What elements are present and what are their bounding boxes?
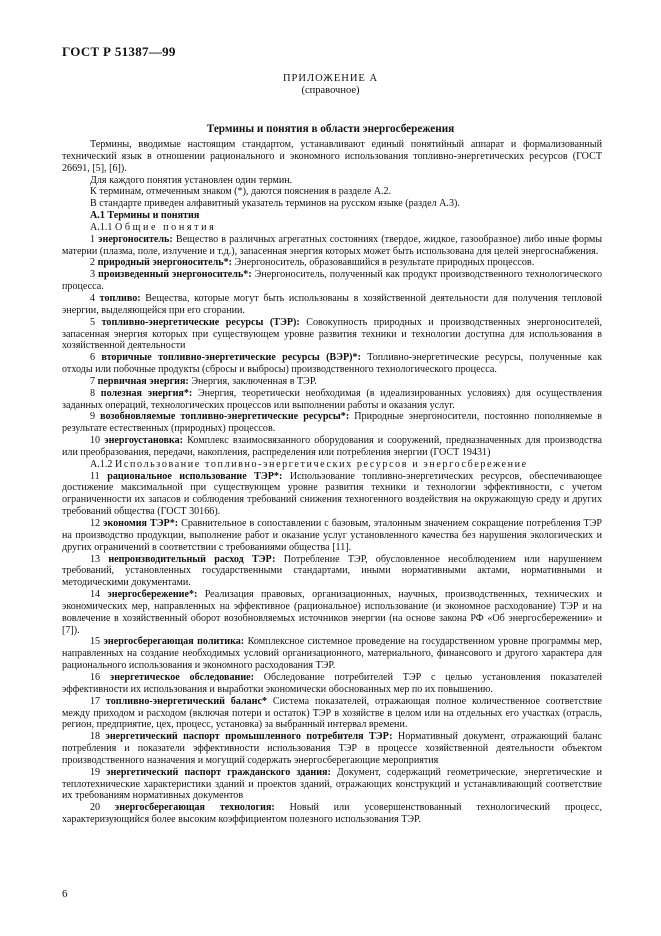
term-name: энергетический паспорт гражданского здания: [106,766,331,778]
term-name: произведенный энергоноситель*: [98,269,252,281]
term-entry [62,352,602,376]
term-definition: Документ, содержащий геометрические, энергетические и теплотехнические характеристики зданий и проектов зданий, отражающих конструкций и устанавливающий соответствие их требованиям нормативных документов [62,766,602,802]
term-number: 2 [90,257,96,269]
term-entry [62,293,602,317]
term-name: рациональное использование ТЭР*: [107,470,283,482]
appendix-title: ПРИЛОЖЕНИЕ А [282,73,379,84]
appendix-heading [0,73,661,97]
intro-paragraph: Термины, вводимые настоящим стандартом, устанавливают единый понятийный аппарат и формализованный технический язык в отношении рационального и экономного использования топливно-энергетических ресурсов (ГОСТ 26691, [5], [6]). [62,139,602,174]
term-name: энергоустановка: [104,435,183,447]
term-number: 13 [90,553,101,565]
term-definition: Новый или усовершенствованный технологический процесс, характеризующийся более высоким коэффициентом полезного использования ТЭР. [62,802,602,826]
subsection-a11-title: Общие понятия [114,221,217,233]
term-number: 19 [90,766,101,778]
term-entry [62,802,602,826]
term-number: 12 [90,518,101,529]
term-definition: Совокупность природных и производственных энергоносителей, запасенная энергия которых при существующем уровне развития техники и технологии доступна для использования в хозяйственной деятельности [62,316,603,352]
term-name: вторичные топливно-энергетические ресурсы (ВЭР)*: [101,352,361,364]
term-number: 6 [90,352,96,364]
term-name: природный энергоноситель*: [97,257,232,269]
term-number: 11 [90,470,100,482]
intro-paragraph: В стандарте приведен алфавитный указатель терминов на русском языке (раздел А.3). [90,198,460,210]
term-name: возобновляемые топливно-энергетические ресурсы*: [100,411,350,423]
term-number: 18 [90,731,101,743]
terms-usage-list [62,471,602,826]
term-definition: Топливно-энергетические ресурсы, полученные как отходы или побочные продукты (сбросы и выбросы) производственного технологического процесса. [62,352,602,376]
term-definition: Нормативный документ, отражающий баланс потребления и показатели эффективности использования ТЭР в процессе хозяйственной деятельности объектом производственного назначения и могущий содержать энергосберегающие мероприятия [62,731,602,766]
term-name: непроизводительный расход ТЭР: [108,553,276,565]
intro-paragraph: К терминам, отмеченным знаком (*), даются пояснения в разделе А.2. [90,186,392,198]
term-name: топливно-энергетический баланс* [105,695,268,707]
intro-paragraph: Для каждого понятия установлен один термин. [90,174,293,186]
term-entry [62,767,602,803]
term-number: 7 [90,375,96,387]
term-definition: Сравнительное в сопоставлении с базовым, эталонным значением сокращение потребления ТЭР на производство продукции, выполнение работ и оказание услуг установленного качества без нарушения экологических и других ограничений в соответствии с требованиями общества [11]. [62,518,603,553]
intro-block [62,139,602,210]
term-name: энергосберегающая политика: [103,636,245,648]
term-definition: Энергоноситель, полученный как продукт производственного технологического процесса. [62,269,602,293]
term-entry [62,518,602,554]
section-a1-title: А.1 Термины и понятия [90,210,200,222]
subsection-a11-num: А.1.1 [90,221,113,233]
term-number: 4 [90,292,96,304]
term-entry [62,317,602,353]
term-number: 8 [90,387,96,399]
term-number: 15 [90,636,101,648]
term-name: энергосберегающая технология: [114,802,275,814]
term-name: экономия ТЭР*: [103,518,179,529]
term-number: 1 [90,233,96,245]
term-definition: Природные энергоносители, постоянно пополняемые в результате естественных (природных) процессов. [62,411,602,435]
term-entry [62,435,602,459]
term-name: энергетическое обследование: [109,671,254,683]
term-entry [62,257,602,269]
term-name: энергетический паспорт промышленного потребителя ТЭР: [105,731,393,743]
term-number: 10 [90,435,101,447]
term-number: 16 [90,671,101,683]
term-number: 3 [90,269,96,281]
term-entry [62,234,602,258]
term-definition: Комплекс взаимосвязанного оборудования и сооружений, предназначенных для производства или преобразования, передачи, накопления, распределения или потребления энергии (ГОСТ 19431) [62,435,602,458]
term-definition: Вещества, которые могут быть использованы в хозяйственной деятельности для получения тепловой энергии, выделяющейся при его сгорании. [62,292,603,316]
term-entry [62,672,602,696]
term-name: первичная энергия: [97,375,189,387]
term-entry [62,376,602,388]
page-number: 6 [62,888,68,900]
page-title: Термины и понятия в области энергосбережения [206,123,455,135]
subsection-a11-heading [62,222,602,234]
term-name: полезная энергия*: [100,387,193,399]
term-number: 14 [90,589,101,601]
term-number: 5 [90,316,96,328]
term-name: энергосбережение*: [107,589,198,601]
term-entry [62,636,602,672]
term-number: 9 [90,411,96,423]
term-entry [62,589,602,636]
term-definition: Энергия, теоретически необходимая (в идеализированных условиях) для осуществления заданных операций, технологических процессов или выполнении работы и оказания услуг. [62,387,602,411]
subsection-a12-num: А.1.2 [90,458,113,470]
term-entry [62,554,602,590]
term-definition: Вещество в различных агрегатных состояниях (твердое, жидкое, газообразное) либо иные формы материи (плазма, поле, излучение и т.д.), запасенная энергия которых может быть использована для целей энергоснабжения. [62,233,603,257]
term-definition: Реализация правовых, организационных, научных, производственных, технических и экономических мер, направленных на эффективное (рациональное) использование (и экономное расходование) ТЭР и на вовлечение в хозяйственный оборот возобновляемых источников энергии (на основе закона РФ «Об энергосбережении» и [7]). [62,589,602,636]
term-definition: Система показателей, отражающая полное количественное соответствие между приходом и расходом (включая потери и остаток) ТЭР в хозяйстве в целом или на отдельных его участках (отрасль, регион, предприятие, цех, процесс, установка) за выбранный интервал времени. [62,695,602,731]
term-entry [62,731,602,767]
subsection-a12-heading [62,459,602,471]
term-entry [62,269,602,293]
term-name: топливо: [99,292,141,304]
subsection-a12-title: Использование топливно-энергетических ресурсов и энергосбережение [114,458,528,470]
term-entry [62,388,602,412]
term-definition: Использование топливно-энергетических ресурсов, обеспечивающее достижение максимальной при существующем уровне развития техники и технологии эффективности, с учетом ограниченности их запасов и соблюдения требований снижения техногенного воздействия на окружающую среду и других требований общества (ГОСТ 30166). [62,470,603,518]
term-number: 17 [90,695,101,707]
appendix-note: (справочное) [301,85,360,96]
term-entry [62,696,602,732]
term-name: топливно-энергетические ресурсы (ТЭР): [101,316,300,328]
term-name: энергоноситель: [98,233,173,245]
term-entry [62,471,602,518]
terms-general-list [62,234,602,459]
term-entry [62,411,602,435]
term-definition: Энергия, заключенная в ТЭР. [191,375,317,387]
term-number: 20 [90,802,101,814]
term-definition: Потребление ТЭР, обусловленное несоблюдением или нарушением требований, установленных государственными стандартами, иными нормативными актами, нормативными и методическими документами. [62,553,602,589]
standard-header: ГОСТ Р 51387—99 [62,44,176,59]
term-definition: Энергоноситель, образовавшийся в результате природных процессов. [234,257,535,269]
term-definition: Обследование потребителей ТЭР с целью установления показателей эффективности их использования и выработки экономически обоснованных мер по их повышению. [62,671,602,695]
term-definition: Комплексное системное проведение на государственном уровне программы мер, направленных на создание необходимых условий организационного, материального, финансового и другого характера для рационального использования и экономного расходования ТЭР. [62,636,603,672]
document-body [62,139,602,826]
